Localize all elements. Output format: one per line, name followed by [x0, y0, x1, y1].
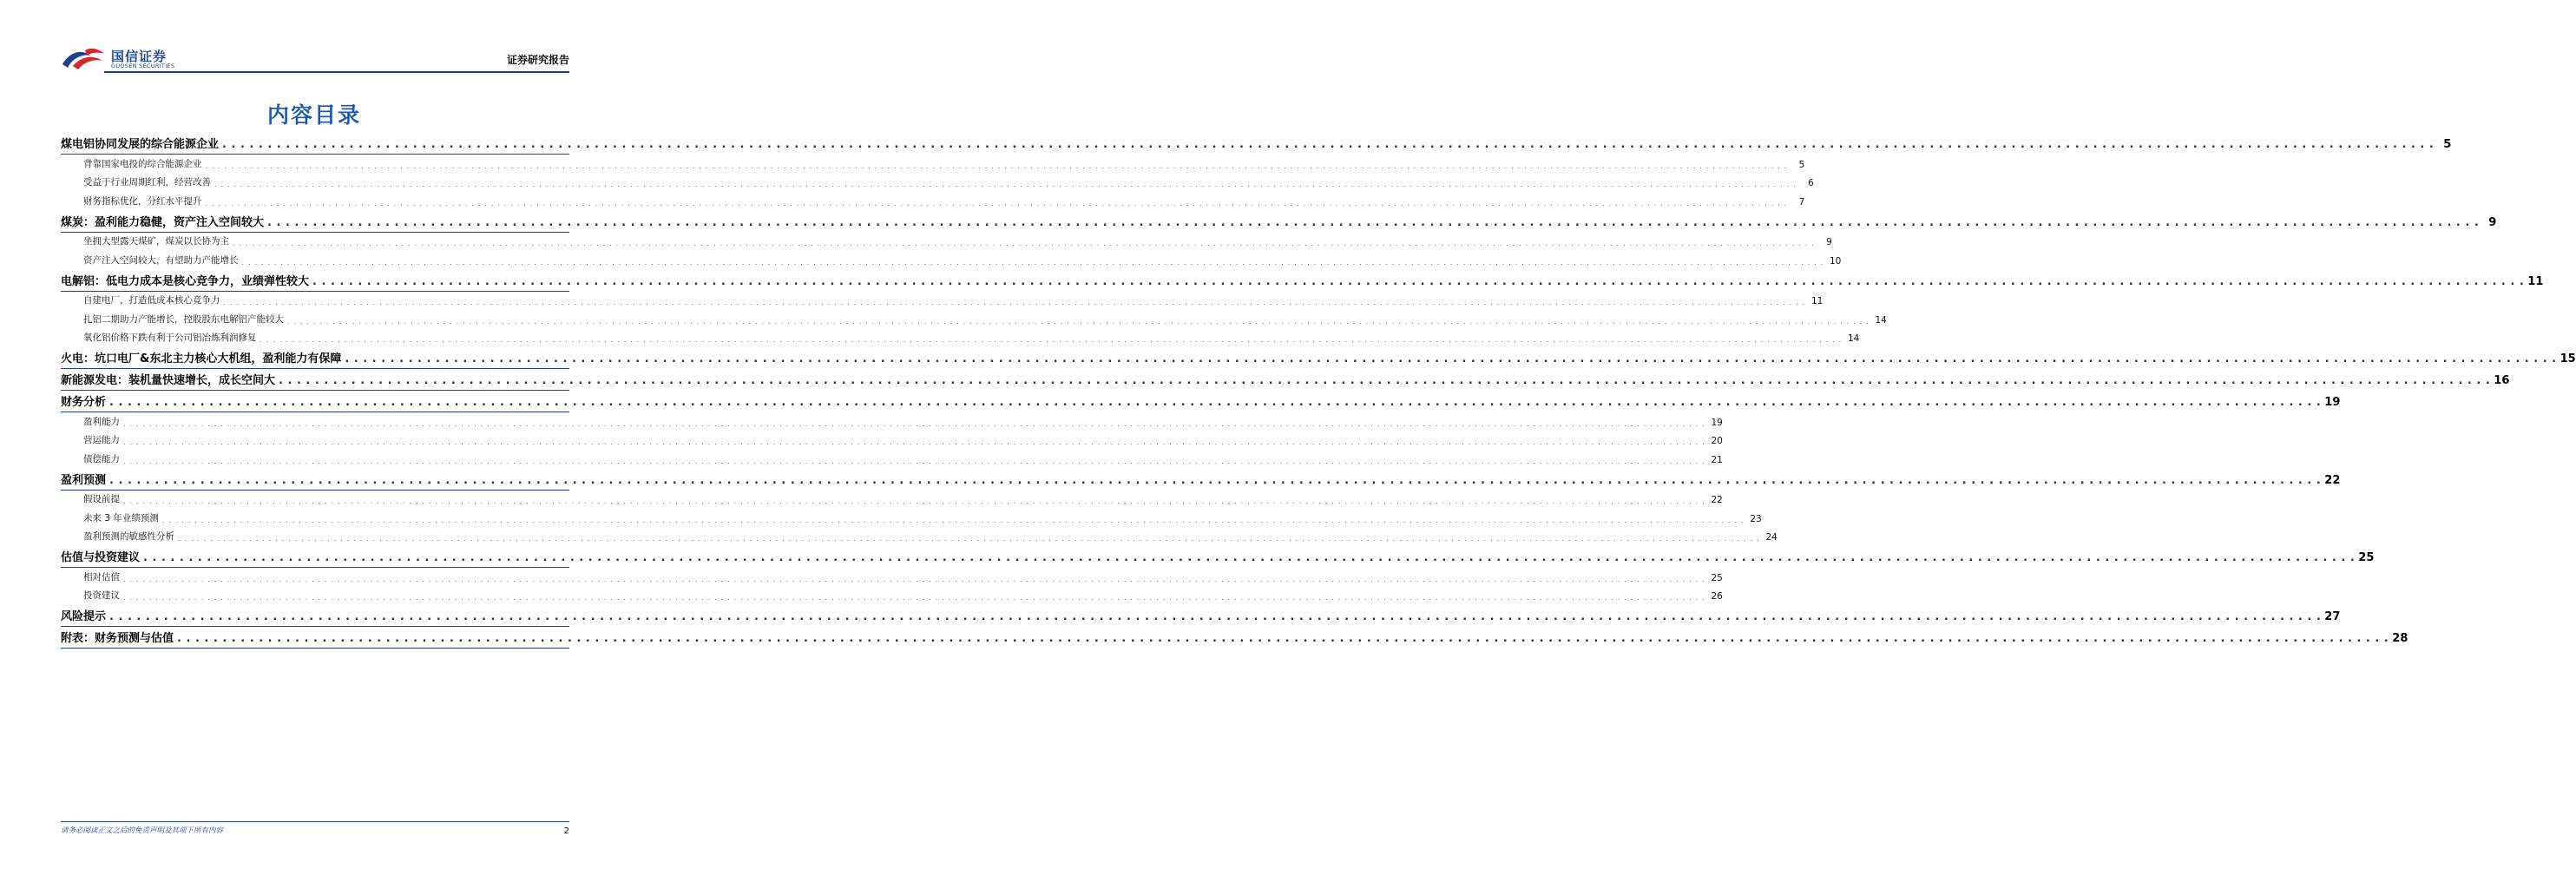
toc-leader-dots [109, 610, 2321, 623]
toc-leader-dots [287, 318, 1870, 326]
header-divider [104, 71, 569, 73]
logo-chinese-text: 国信证券 [111, 49, 168, 64]
toc-entry-title: 相对估值 [83, 571, 120, 583]
toc-chapter-entry[interactable] [61, 392, 2341, 412]
table-of-contents [61, 133, 2576, 649]
toc-leader-dots [242, 259, 1824, 267]
toc-entry-title: 附表：财务预测与估值 [61, 632, 174, 645]
toc-chapter-entry[interactable] [61, 348, 2576, 369]
toc-leader-dots [206, 200, 1788, 207]
toc-entry-page: 11 [1810, 296, 1824, 306]
toc-entry-page: 14 [1875, 314, 1887, 326]
toc-entry-title: 未来 3 年业绩预测 [83, 512, 159, 524]
toc-entry-page: 5 [2443, 138, 2452, 151]
toc-section-entry[interactable] [61, 310, 1887, 329]
toc-leader-dots [222, 138, 2434, 151]
toc-entry-page: 16 [2494, 374, 2510, 387]
toc-entry-title: 财务分析 [61, 396, 107, 409]
toc-entry-page: 25 [1711, 572, 1723, 583]
guosen-logo-icon [61, 45, 108, 71]
toc-entry-title: 估值与投资建议 [61, 551, 141, 564]
toc-leader-dots [267, 216, 2479, 229]
toc-entry-page: 9 [1826, 237, 1832, 247]
page-number: 2 [563, 826, 569, 836]
report-type-label: 证券研究报告 [506, 54, 569, 66]
toc-entry-title: 假设前提 [83, 494, 120, 504]
toc-leader-dots [109, 474, 2321, 487]
toc-entry-page: 15 [2560, 352, 2576, 365]
toc-entry-page: 20 [1711, 436, 1723, 446]
toc-entry-title: 火电：坑口电厂&东北主力核心大机组，盈利能力有保障 [61, 352, 342, 365]
toc-leader-dots [143, 551, 2355, 564]
toc-entry-title: 背靠国家电投的综合能源企业 [83, 158, 202, 169]
toc-entry-page: 6 [1808, 178, 1814, 188]
toc-chapter-entry[interactable] [61, 370, 2510, 391]
toc-leader-dots [279, 374, 2490, 387]
toc-entry-title: 财务指标优化，分红水平提升 [83, 195, 202, 207]
toc-leader-dots [260, 336, 1843, 344]
toc-entry-title: 投资建议 [83, 590, 120, 601]
toc-entry-page: 24 [1765, 532, 1778, 543]
toc-leader-dots [206, 162, 1788, 170]
toc-entry-page: 21 [1711, 454, 1723, 465]
toc-leader-dots [123, 576, 1705, 583]
toc-entry-page: 9 [2488, 215, 2497, 229]
footer-disclaimer[interactable]: 请务必阅读正文之后的免责声明及其项下所有内容 [61, 826, 224, 835]
toc-section-entry[interactable] [61, 251, 1842, 270]
toc-entry-page: 7 [1798, 196, 1805, 207]
toc-section-entry[interactable] [61, 568, 1723, 587]
toc-section-entry[interactable] [61, 431, 1723, 451]
toc-section-entry[interactable] [61, 233, 1832, 252]
toc-entry-title: 自建电厂，打造低成本核心竞争力 [83, 295, 220, 306]
toc-section-entry[interactable] [61, 450, 1723, 469]
page-header [61, 43, 569, 73]
toc-section-entry[interactable] [61, 509, 1762, 528]
toc-entry-title: 电解铝：低电力成本是核心竞争力，业绩弹性较大 [61, 274, 310, 288]
toc-leader-dots [109, 396, 2321, 409]
toc-title: 内容目录 [266, 102, 361, 128]
toc-leader-dots [123, 594, 1705, 602]
toc-leader-dots [224, 299, 1806, 306]
toc-entry-title: 煤炭：盈利能力稳健，资产注入空间较大 [61, 215, 265, 229]
toc-leader-dots [162, 517, 1745, 524]
toc-entry-page: 23 [1750, 513, 1762, 524]
toc-chapter-entry[interactable] [61, 212, 2497, 233]
toc-entry-title: 债偿能力 [83, 453, 120, 464]
toc-section-entry[interactable] [61, 174, 1814, 193]
toc-section-entry[interactable] [61, 329, 1860, 348]
toc-entry-page: 25 [2358, 551, 2375, 564]
toc-entry-title: 受益于行业周期红利，经营改善 [83, 177, 211, 188]
toc-entry-title: 风险提示 [61, 610, 107, 623]
toc-section-entry[interactable] [61, 491, 1723, 510]
toc-section-entry[interactable] [61, 528, 1778, 547]
toc-chapter-entry[interactable] [61, 606, 2341, 627]
toc-entry-title: 氧化铝价格下跌有利于公司铝冶炼利润修复 [83, 333, 257, 343]
toc-entry-title: 新能源发电：装机量快速增长，成长空间大 [61, 374, 276, 387]
toc-entry-page: 27 [2324, 610, 2341, 623]
footer-divider [61, 821, 569, 822]
toc-leader-dots [233, 240, 1815, 247]
toc-entry-page: 22 [1711, 495, 1723, 505]
toc-section-entry[interactable] [61, 292, 1824, 311]
toc-chapter-entry[interactable] [61, 547, 2375, 568]
toc-entry-page: 22 [2324, 473, 2341, 487]
toc-entry-title: 营运能力 [83, 435, 120, 445]
toc-leader-dots [312, 275, 2524, 288]
guosen-logo [61, 45, 234, 71]
toc-entry-title: 坐拥大型露天煤矿，煤炭以长协为主 [83, 236, 229, 247]
toc-chapter-entry[interactable] [61, 628, 2408, 649]
toc-leader-dots [214, 181, 1797, 188]
toc-leader-dots [345, 352, 2556, 365]
toc-chapter-entry[interactable] [61, 271, 2544, 292]
toc-entry-page: 10 [1829, 255, 1842, 267]
toc-entry-title: 煤电铝协同发展的综合能源企业 [61, 138, 220, 151]
toc-section-entry[interactable] [61, 192, 1805, 211]
toc-leader-dots [178, 535, 1760, 543]
toc-section-entry[interactable] [61, 155, 1805, 174]
toc-entry-page: 28 [2392, 632, 2408, 645]
toc-entry-title: 资产注入空间较大，有望助力产能增长 [83, 254, 239, 266]
toc-leader-dots [123, 497, 1705, 505]
toc-entry-title: 扎铝二期助力产能增长，控股股东电解铝产能较大 [83, 313, 284, 325]
toc-entry-title: 盈利预测的敏感性分析 [83, 531, 174, 542]
toc-section-entry[interactable] [61, 412, 1723, 431]
toc-entry-page: 19 [1711, 417, 1723, 428]
toc-entry-page: 5 [1798, 159, 1805, 170]
toc-entry-page: 14 [1847, 333, 1860, 344]
toc-entry-page: 26 [1711, 591, 1723, 602]
logo-english-text: GUOSEN SECURITIES [111, 63, 175, 69]
toc-leader-dots [123, 438, 1705, 446]
toc-leader-dots [177, 632, 2389, 645]
toc-entry-title: 盈利预测 [61, 473, 107, 487]
toc-leader-dots [123, 420, 1705, 428]
toc-entry-page: 11 [2527, 274, 2544, 288]
toc-entry-page: 19 [2324, 396, 2341, 409]
toc-entry-title: 盈利能力 [83, 416, 120, 427]
toc-section-entry[interactable] [61, 587, 1723, 606]
toc-leader-dots [123, 458, 1705, 465]
toc-chapter-entry[interactable] [61, 470, 2341, 491]
toc-chapter-entry[interactable] [61, 134, 2452, 155]
